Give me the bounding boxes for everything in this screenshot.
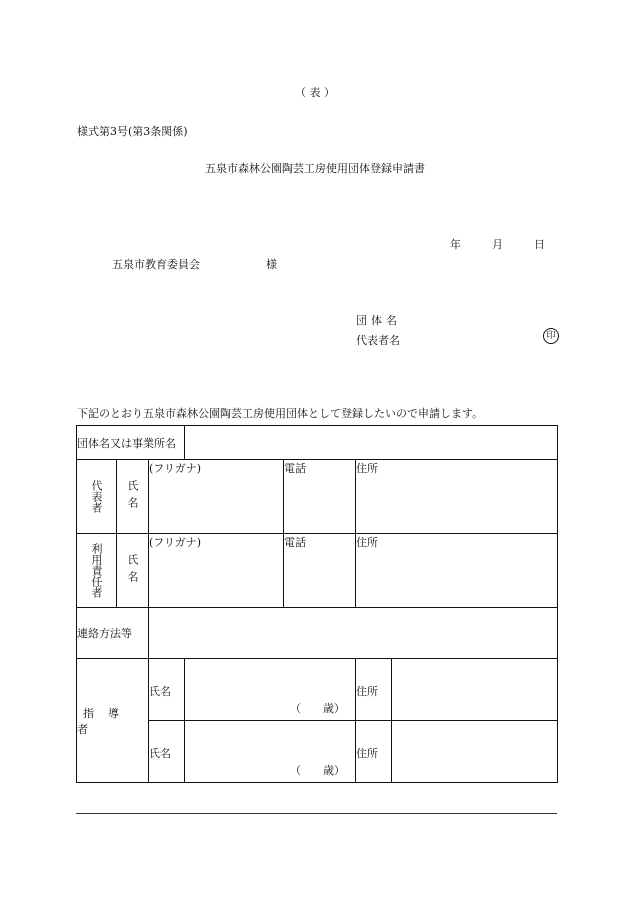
- instructor1-address-label: 住所: [356, 685, 379, 698]
- rep-phone-label: 電話: [284, 462, 307, 475]
- rep-address-label: 住所: [356, 462, 379, 475]
- resp-furigana-label: (フリガナ): [149, 536, 202, 549]
- contact-row: [77, 608, 558, 659]
- resp-address-label: 住所: [356, 536, 379, 549]
- intro-text: 下記のとおり五泉市森林公園陶芸工房使用団体として登録したいので申請します。: [77, 407, 484, 420]
- rep-name-label: 氏名: [126, 479, 139, 514]
- instructor2-name-field[interactable]: [185, 721, 356, 783]
- addressee-honorific: 様: [266, 258, 277, 271]
- date-line: [450, 236, 545, 252]
- contact-label: 連絡方法等: [77, 627, 132, 640]
- instructor1-address-field[interactable]: [392, 659, 558, 721]
- instructor1-name-label-cell: [149, 659, 185, 721]
- rep-address-field[interactable]: [356, 460, 558, 534]
- representative-row: [77, 460, 558, 534]
- resp-section-label: 利用責任者: [90, 543, 103, 598]
- document-title: 五泉市森林公園陶芸工房使用団体登録申請書: [205, 162, 425, 175]
- application-form-table: [76, 425, 558, 783]
- instructor1-address-label-cell: [356, 659, 392, 721]
- resp-address-field[interactable]: [356, 534, 558, 608]
- instructor1-name-field[interactable]: [185, 659, 356, 721]
- instructor-label: 指導者: [77, 706, 133, 736]
- rep-section-label: 代表者: [90, 480, 103, 513]
- instructor2-age-label: （ 歳）: [290, 764, 346, 777]
- instructor-label-cell: [77, 659, 149, 783]
- resp-furigana-field[interactable]: [149, 534, 284, 608]
- rep-furigana-field[interactable]: [149, 460, 284, 534]
- rep-furigana-label: (フリガナ): [149, 462, 202, 475]
- instructor2-address-label: 住所: [356, 747, 379, 760]
- instructor2-address-label-cell: [356, 721, 392, 783]
- bottom-divider: [76, 813, 557, 814]
- org-row: [77, 426, 558, 460]
- instructor-row-2: [77, 721, 558, 783]
- form-number: 様式第3号(第3条関係): [77, 125, 188, 138]
- instructor1-name-label: 氏名: [149, 685, 171, 698]
- org-label-cell: [77, 426, 185, 460]
- addressee-name: 五泉市教育委員会: [112, 258, 200, 271]
- responsible-row: [77, 534, 558, 608]
- resp-phone-label: 電話: [284, 536, 307, 549]
- date-year: 年: [450, 238, 461, 251]
- representative-name-label: 代表者名: [356, 334, 400, 347]
- org-label: 団体名又は事業所名: [77, 436, 176, 450]
- rep-phone-field[interactable]: [284, 460, 356, 534]
- rep-section-cell: [77, 460, 117, 534]
- group-name-label: 団体名: [356, 314, 401, 327]
- seal-mark: 印: [543, 328, 559, 344]
- org-input-field[interactable]: [185, 426, 558, 460]
- face-label: （ 表 ）: [295, 86, 335, 99]
- instructor2-name-label-cell: [149, 721, 185, 783]
- resp-name-label: 氏名: [126, 553, 139, 588]
- instructor2-name-label: 氏名: [149, 747, 171, 760]
- date-day: 日: [534, 238, 545, 251]
- date-month: 月: [492, 238, 503, 251]
- instructor2-address-field[interactable]: [392, 721, 558, 783]
- instructor1-age-label: （ 歳）: [290, 702, 346, 715]
- instructor-row-1: [77, 659, 558, 721]
- contact-label-cell: [77, 608, 149, 659]
- resp-name-label-cell: [117, 534, 149, 608]
- rep-name-label-cell: [117, 460, 149, 534]
- contact-input-field[interactable]: [149, 608, 558, 659]
- resp-section-cell: [77, 534, 117, 608]
- resp-phone-field[interactable]: [284, 534, 356, 608]
